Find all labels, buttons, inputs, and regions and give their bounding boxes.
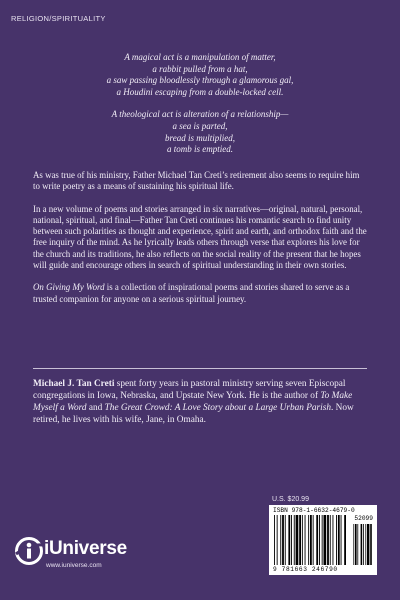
publisher-name: iUniverse [44,538,127,559]
book-title: On Giving My Word [33,282,105,293]
poem-line: a sea is parted, [172,120,228,131]
description-paragraph: In a new volume of poems and stories arranged in six narratives—original, natural, personal, national, spiritual, and final—Father Tan Creti continues his romantic search to find unity between such polarities as thought and experience, spirit and earth, and orthodox faith and the free inquiry of the mind. As he lyrically leads others through verse that explores his love for the church and its traditions, he also reflects on the social reality of the present that he hopes will guide and encourage others in search of spiritual understanding in their own stories. [33,203,367,271]
section-divider [33,368,367,369]
author-bio [33,378,369,426]
poem-line: A theological act is alteration of a relationship— [111,109,289,120]
poem-line: a rabbit pulled from a hat, [152,63,248,74]
poem-line: a saw passing bloodlessly through a glamorous gal, [106,75,294,86]
poem-line: A magical act is a manipulation of matter, [124,52,276,62]
poem-line: a Houdini escaping from a double-locked cell. [116,86,284,97]
author-name: Michael J. Tan Creti [33,379,115,389]
book-title: The Great Crowd: A Love Story about a Large Urban Parish [104,403,332,413]
barcode-bars [273,515,373,565]
poem-line: a tomb is emptied. [167,144,233,155]
isbn-label: ISBN 978-1-6632-4679-0 [273,507,355,514]
book-description [33,170,367,305]
epigraph-poem [30,52,370,156]
publisher-url: www.iuniverse.com [46,562,102,569]
bio-text: . Now retired, he lives with his wife, Jane, in Omaha. [33,403,354,425]
book-title: To Make Myself a Word [33,391,353,413]
iuniverse-logo-icon [14,536,44,566]
category-label: RELIGION/SPIRITUALITY [11,14,106,23]
bio-text: spent forty years in pastoral ministry serving seven Episcopal congregations in Iowa, Nebraska, and Upstate New York. He is the author of [33,379,346,401]
description-text: is a collection of inspirational poems and stories shared to serve as a trusted companion for anyone on a serious spiritual journey. [33,282,350,304]
price-code: 52099 [354,515,373,522]
barcode [269,505,377,575]
price-label: U.S. $20.99 [272,496,309,503]
publisher-logo [14,536,134,574]
description-paragraph [33,282,367,305]
description-paragraph: As was true of his ministry, Father Michael Tan Creti’s retirement also seems to require him to write poetry as a means of sustaining his spiritual life. [33,170,360,192]
bio-text: and [86,403,105,413]
barcode-digits: 9 781663 246790 [273,566,338,573]
poem-line: bread is multiplied, [165,132,235,143]
